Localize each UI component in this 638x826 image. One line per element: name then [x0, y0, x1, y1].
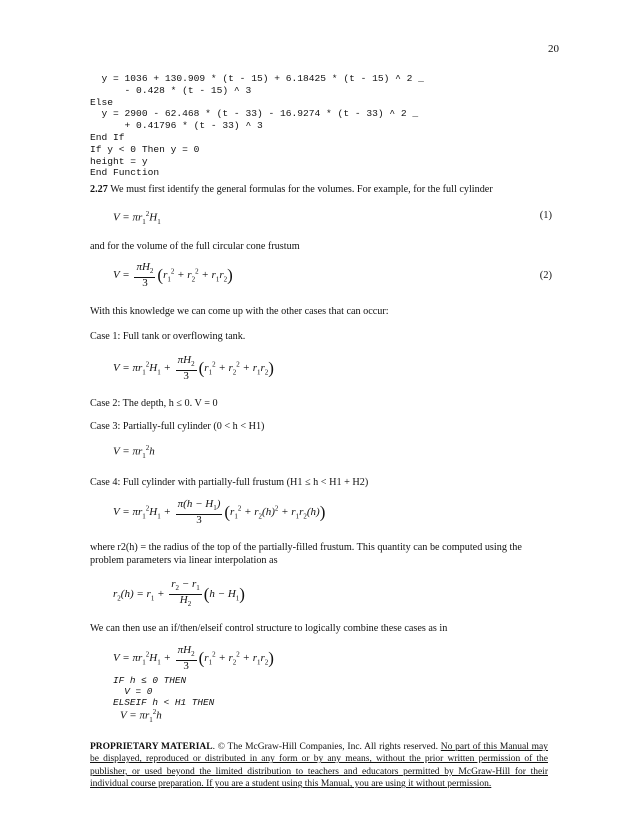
code-line: height = y [90, 155, 148, 167]
code-line: End If [90, 131, 125, 143]
code-line: + 0.41796 * (t - 33) ^ 3 [90, 120, 263, 132]
cases-intro: With this knowledge we can come up with the other cases that can occur: [90, 306, 389, 317]
footer-bold: PROPRIETARY MATERIAL [90, 742, 213, 752]
intro-paragraph [90, 183, 550, 196]
code-line: End Function [90, 167, 160, 179]
code-line: If y < 0 Then y = 0 [90, 143, 200, 155]
pseudo-code [113, 675, 214, 708]
code-line: Else [90, 96, 114, 108]
footer-plain: . © The McGraw-Hill Companies, Inc. All rights reserved. [212, 742, 441, 752]
cone-paragraph: and for the volume of the full circular cone frustum [90, 241, 300, 252]
equation-1: $V = \pi r_1^2H_1$ [113, 210, 161, 226]
code-line: y = 2900 - 62.468 * (t - 33) - 16.9274 * (t - 33) ^ 2 _ [90, 108, 419, 120]
intro-text: We must first identify the general formulas for the volumes. For example, for the full cylinder [110, 184, 493, 195]
equation-1-label: (1) [539, 210, 552, 221]
interpolation-equation: $r_2(h) = r_1$ + $\frac{r_2 - r_1}{H_2}$ $(h - H_1)$ [113, 578, 245, 609]
problem-label: 2.27 [90, 184, 108, 195]
code-line: y = 1036 + 130.909 * (t - 15) + 6.18425 * (t - 15) ^ 2 _ [90, 73, 424, 84]
pseudo-equation: $V = \pi r_1^2h$ [120, 708, 162, 724]
case-1: Case 1: Full tank or overflowing tank. [90, 331, 246, 342]
code-line: - 0.428 * (t - 15) ^ 3 [90, 84, 252, 96]
pseudo-line: V = 0 [113, 686, 153, 697]
control-paragraph: We can then use an if/then/elseif control structure to logically combine these cases as in [90, 623, 448, 634]
equation-2-label: (2) [539, 270, 552, 281]
case-4: Case 4: Full cylinder with partially-full frustum (H1 ≤ h < H1 + H2) [90, 477, 369, 488]
footer-underlined: No part of this Manual may be displayed, reproduced or distributed in any form or by any means, without the prior written permission of the publisher, or used beyond the limited distribution to teachers and educators permitted by McGraw-Hill for their individual course preparation. If you are a student using this Manual, you are using it without permission. [90, 742, 549, 790]
page-number: 20 [548, 43, 559, 55]
equation-2: V = $\frac{\pi H_2}{3}$ $(r_1^2 + r_2^2 + r_1r_2)$ [113, 261, 233, 290]
case-3: Case 3: Partially-full cylinder (0 < h < H1) [90, 421, 265, 432]
case-2: Case 2: The depth, h ≤ 0. V = 0 [90, 398, 218, 409]
case-1-equation: $V = \pi r_1^2H_1$ + $\frac{\pi H_2}{3}$ $(r_1^2 + r_2^2 + r_1r_2)$ [113, 354, 274, 383]
footer-notice [90, 741, 548, 791]
where-paragraph: where r2(h) = the radius of the top of the partially-filled frustum. This quantity can be computed using the problem parameters via linear interpolation as [90, 542, 522, 566]
case-3-equation: $V = \pi r_1^2h$ [113, 444, 155, 460]
pseudo-line: ELSEIF h < H1 THEN [113, 697, 215, 708]
combined-equation: $V = \pi r_1^2H_1$ + $\frac{\pi H_2}{3}$ $(r_1^2 + r_2^2 + r_1r_2)$ [113, 644, 274, 673]
code-block [90, 73, 424, 179]
case-4-equation: $V = \pi r_1^2H_1$ + $\frac{\pi(h - H_1)}{3}$ $(r_1^2 + r_2(h)^2 + r_1r_2(h))$ [113, 498, 326, 527]
pseudo-line: IF h ≤ 0 THEN [113, 675, 187, 686]
